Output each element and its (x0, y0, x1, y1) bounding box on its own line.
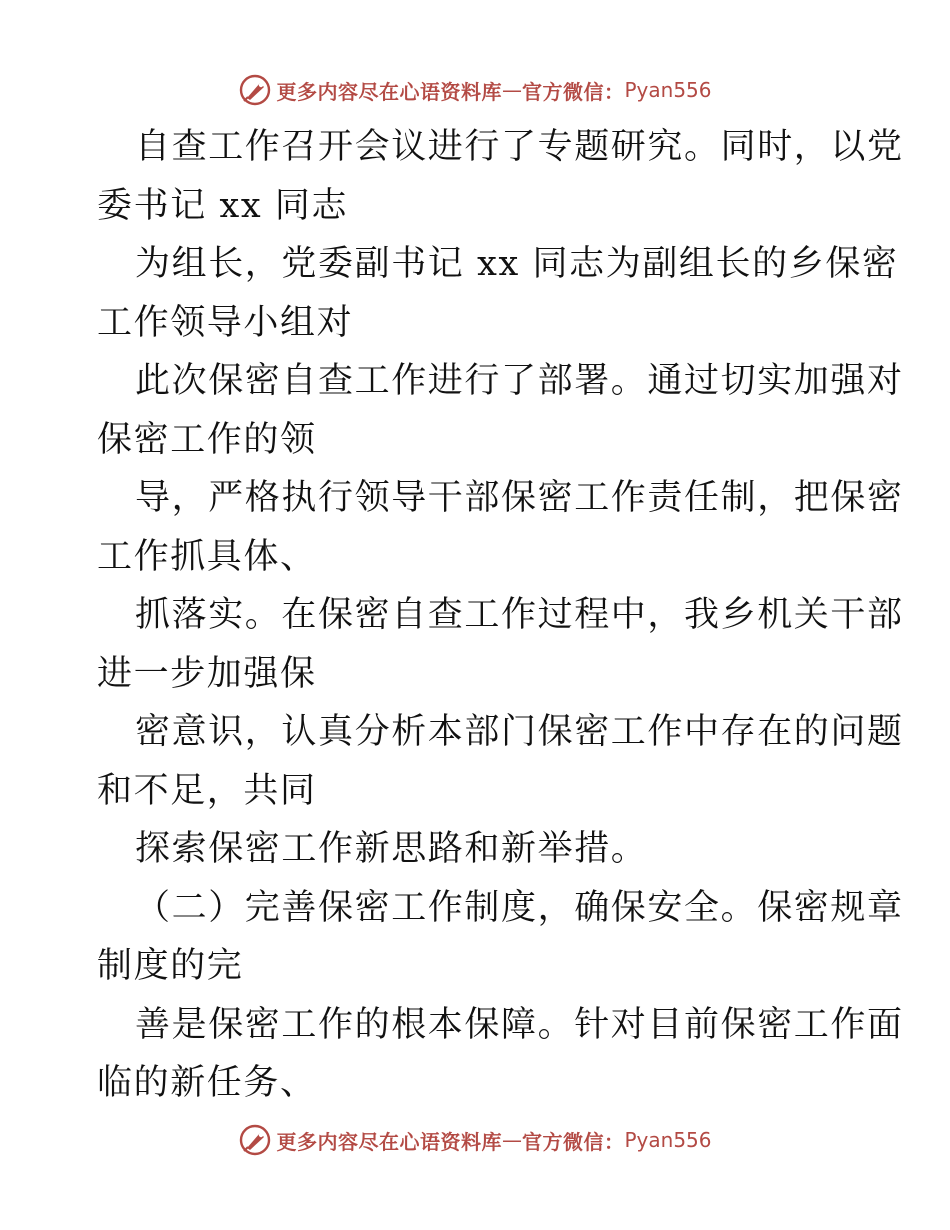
body-line: 工作领导小组对 (97, 302, 354, 343)
body-line: 制度的完 (97, 946, 244, 986)
header-banner-separator: — (501, 78, 522, 102)
header-wechat-label: 官方微信： (521, 79, 625, 104)
body-line: 为组长，党委副书记 xx 同志为副组长的乡保密 (135, 244, 899, 284)
footer-banner-separator: — (501, 1128, 522, 1152)
footer-banner (0, 1120, 950, 1160)
document-body (97, 118, 904, 1113)
body-line: 和不足，共同 (97, 770, 317, 811)
body-line: 探索保密工作新思路和新举措。 (135, 829, 648, 869)
body-line: 密意识，认真分析本部门保密工作中存在的问题 (135, 712, 904, 752)
body-line: 此次保密自查工作进行了部署。通过切实加强对 (135, 361, 904, 401)
header-banner-text: 更多内容尽在心语资料库 (276, 79, 502, 104)
footer-wechat-id: Pyan556 (624, 1128, 712, 1152)
pen-nib-logo-icon (238, 73, 272, 107)
section-heading-line: （二）完善保密工作制度，确保安全。保密规章 (135, 887, 904, 928)
body-line: 抓落实。在保密自查工作过程中，我乡机关干部 (135, 595, 904, 635)
body-line: 工作抓具体、 (97, 536, 317, 577)
footer-wechat-label: 官方微信： (521, 1129, 625, 1154)
body-line: 善是保密工作的根本保障。针对目前保密工作面 (135, 1004, 904, 1045)
header-wechat-id: Pyan556 (624, 78, 712, 102)
pen-nib-logo-icon (238, 1123, 272, 1157)
body-line: 临的新任务、 (97, 1063, 317, 1103)
body-line: 导，严格执行领导干部保密工作责任制，把保密 (135, 478, 904, 518)
footer-banner-text: 更多内容尽在心语资料库 (276, 1129, 502, 1154)
body-line: 委书记 xx 同志 (97, 185, 349, 226)
body-line: 保密工作的领 (97, 419, 317, 460)
body-line: 自查工作召开会议进行了专题研究。同时，以党 (135, 127, 904, 167)
body-line: 进一步加强保 (97, 653, 317, 694)
header-banner (0, 70, 950, 110)
